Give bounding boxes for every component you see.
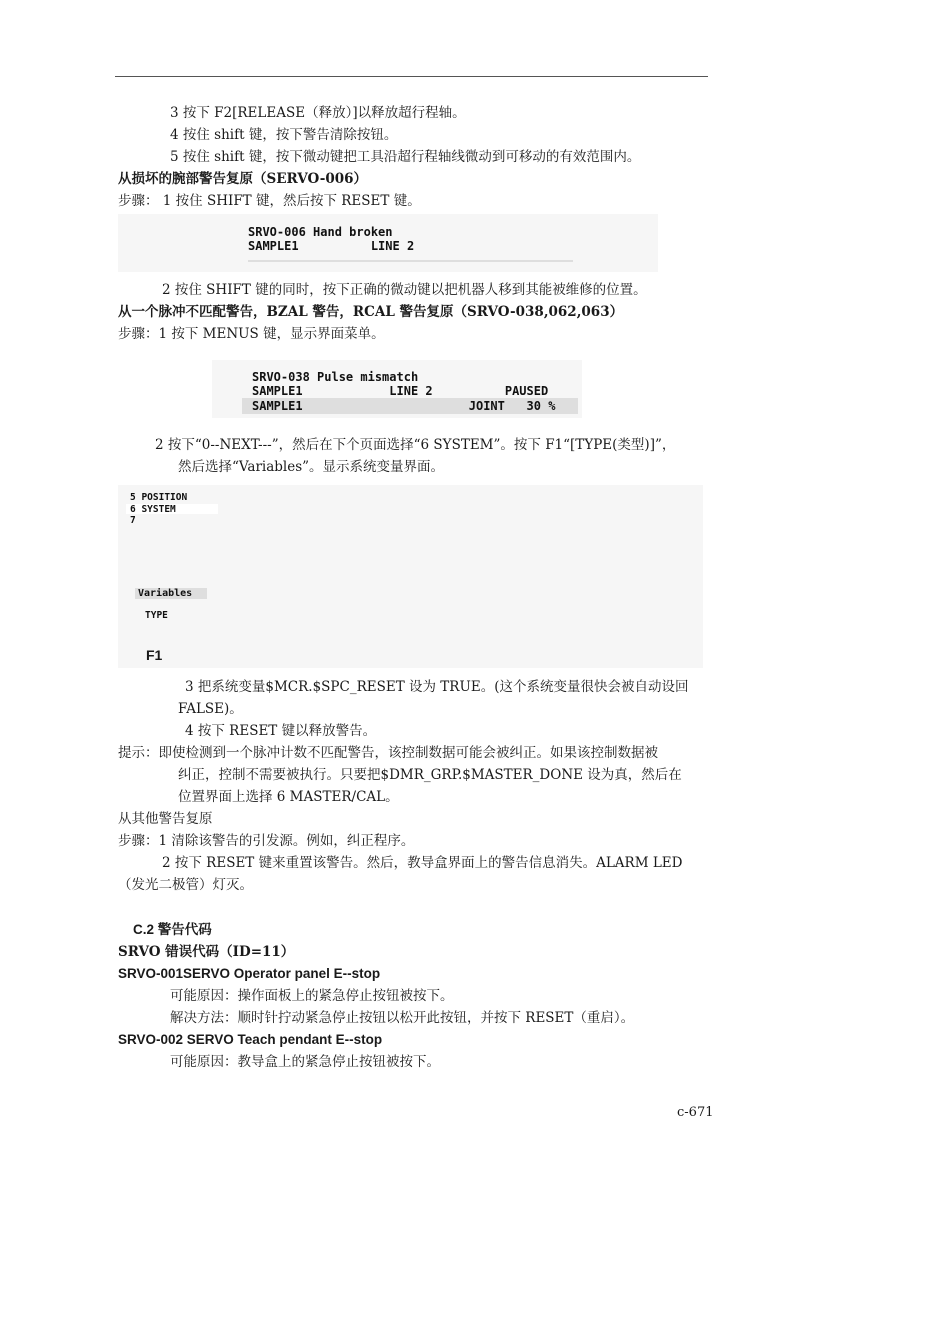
menu-item-position: 5 POSITION [130, 492, 188, 503]
tip-line-2: 纠正，控制不需要被执行。只要把$DMR_GRP.$MASTER_DONE 设为真，然后在 [178, 767, 682, 783]
step-5-text: 5 按住 shift 键，按下微动键把工具沿超行程轴线微动到可移动的有效范围内。 [170, 149, 641, 165]
step-4-reset-text: 4 按下 RESET 键以释放警告。 [185, 723, 377, 739]
menu-item-7: 7 [130, 515, 136, 526]
srvo-002-cause: 可能原因：教导盒上的紧急停止按钮被按下。 [170, 1054, 440, 1070]
menu-item-system: 6 SYSTEM [130, 504, 176, 515]
screen-alarm-line: SRVO-006 Hand broken [248, 225, 393, 239]
srvo-001-title: SRVO-001SERVO Operator panel E--stop [118, 966, 381, 981]
step-2-alarm-led: 2 按下 RESET 键来重置该警告。然后，教导盒界面上的警告信息消失。ALARM LED [162, 855, 683, 871]
step-2-led-off: （发光二极管）灯灭。 [118, 877, 253, 893]
section-c2-title: C.2 警告代码 [133, 922, 212, 937]
tip-line-1: 提示：即使检测到一个脉冲计数不匹配警告，该控制数据可能会被纠正。如果该控制数据被 [118, 745, 658, 761]
step-3-text: 3 按下 F2[RELEASE（释放）]以释放超行程轴。 [170, 105, 466, 121]
steps-pulse-mismatch: 步骤：1 按下 MENUS 键，显示界面菜单。 [118, 326, 385, 342]
step-2-variables-text: 然后选择“Variables”。显示系统变量界面。 [178, 459, 445, 475]
variables-label: Variables [138, 588, 193, 599]
steps-other-alarms: 步骤：1 清除该警告的引发源。例如，纠正程序。 [118, 833, 415, 849]
step-2-text: 2 按住 SHIFT 键的同时，按下正确的微动键以把机器人移到其能被维修的位置。 [162, 282, 647, 298]
screen-program-line: SAMPLE1 LINE 2 PAUSED [252, 384, 549, 398]
srvo-001-solution: 解决方法：顺时针拧动紧急停止按钮以松开此按钮，并按下 RESET（重启）。 [170, 1010, 635, 1026]
screen-hand-broken [118, 214, 658, 272]
step-2-next-text: 2 按下“0--NEXT---”，然后在下个页面选择“6 SYSTEM”。按下 F1“[TYPE(类型)]”， [155, 437, 676, 453]
screen-status-line: SAMPLE1 JOINT 30 % [252, 399, 556, 413]
srvo-002-title: SRVO-002 SERVO Teach pendant E--stop [118, 1032, 383, 1047]
screen-alarm-line: SRVO-038 Pulse mismatch [252, 370, 419, 384]
heading-servo-006: 从损坏的腕部警告复原（SERVO-006） [118, 171, 368, 187]
page-number: c-671 [677, 1105, 714, 1120]
screen-pulse-mismatch [212, 360, 582, 418]
tip-line-3: 位置界面上选择 6 MASTER/CAL。 [178, 789, 399, 805]
step-4-text: 4 按住 shift 键，按下警告清除按钮。 [170, 127, 398, 143]
screen-divider [248, 260, 573, 262]
screen-system-menu [118, 485, 703, 668]
srvo-error-heading: SRVO 错误代码（ID=11） [118, 944, 295, 960]
step-3-reset-text: 3 把系统变量$MCR.$SPC_RESET 设为 TRUE。(这个系统变量很快会被自动设回 [185, 679, 689, 695]
header-rule [115, 76, 708, 77]
srvo-001-cause: 可能原因：操作面板上的紧急停止按钮被按下。 [170, 988, 454, 1004]
f1-key-label: F1 [146, 647, 163, 663]
heading-other-alarms: 从其他警告复原 [118, 811, 213, 827]
screen-program-line: SAMPLE1 LINE 2 [248, 239, 415, 253]
heading-pulse-mismatch: 从一个脉冲不匹配警告，BZAL 警告，RCAL 警告复原（SRVO-038,062,063） [118, 304, 624, 320]
steps-servo-006: 步骤： 1 按住 SHIFT 键，然后按下 RESET 键。 [118, 193, 421, 209]
type-label: TYPE [145, 610, 168, 621]
step-3-false-text: FALSE)。 [178, 701, 243, 717]
